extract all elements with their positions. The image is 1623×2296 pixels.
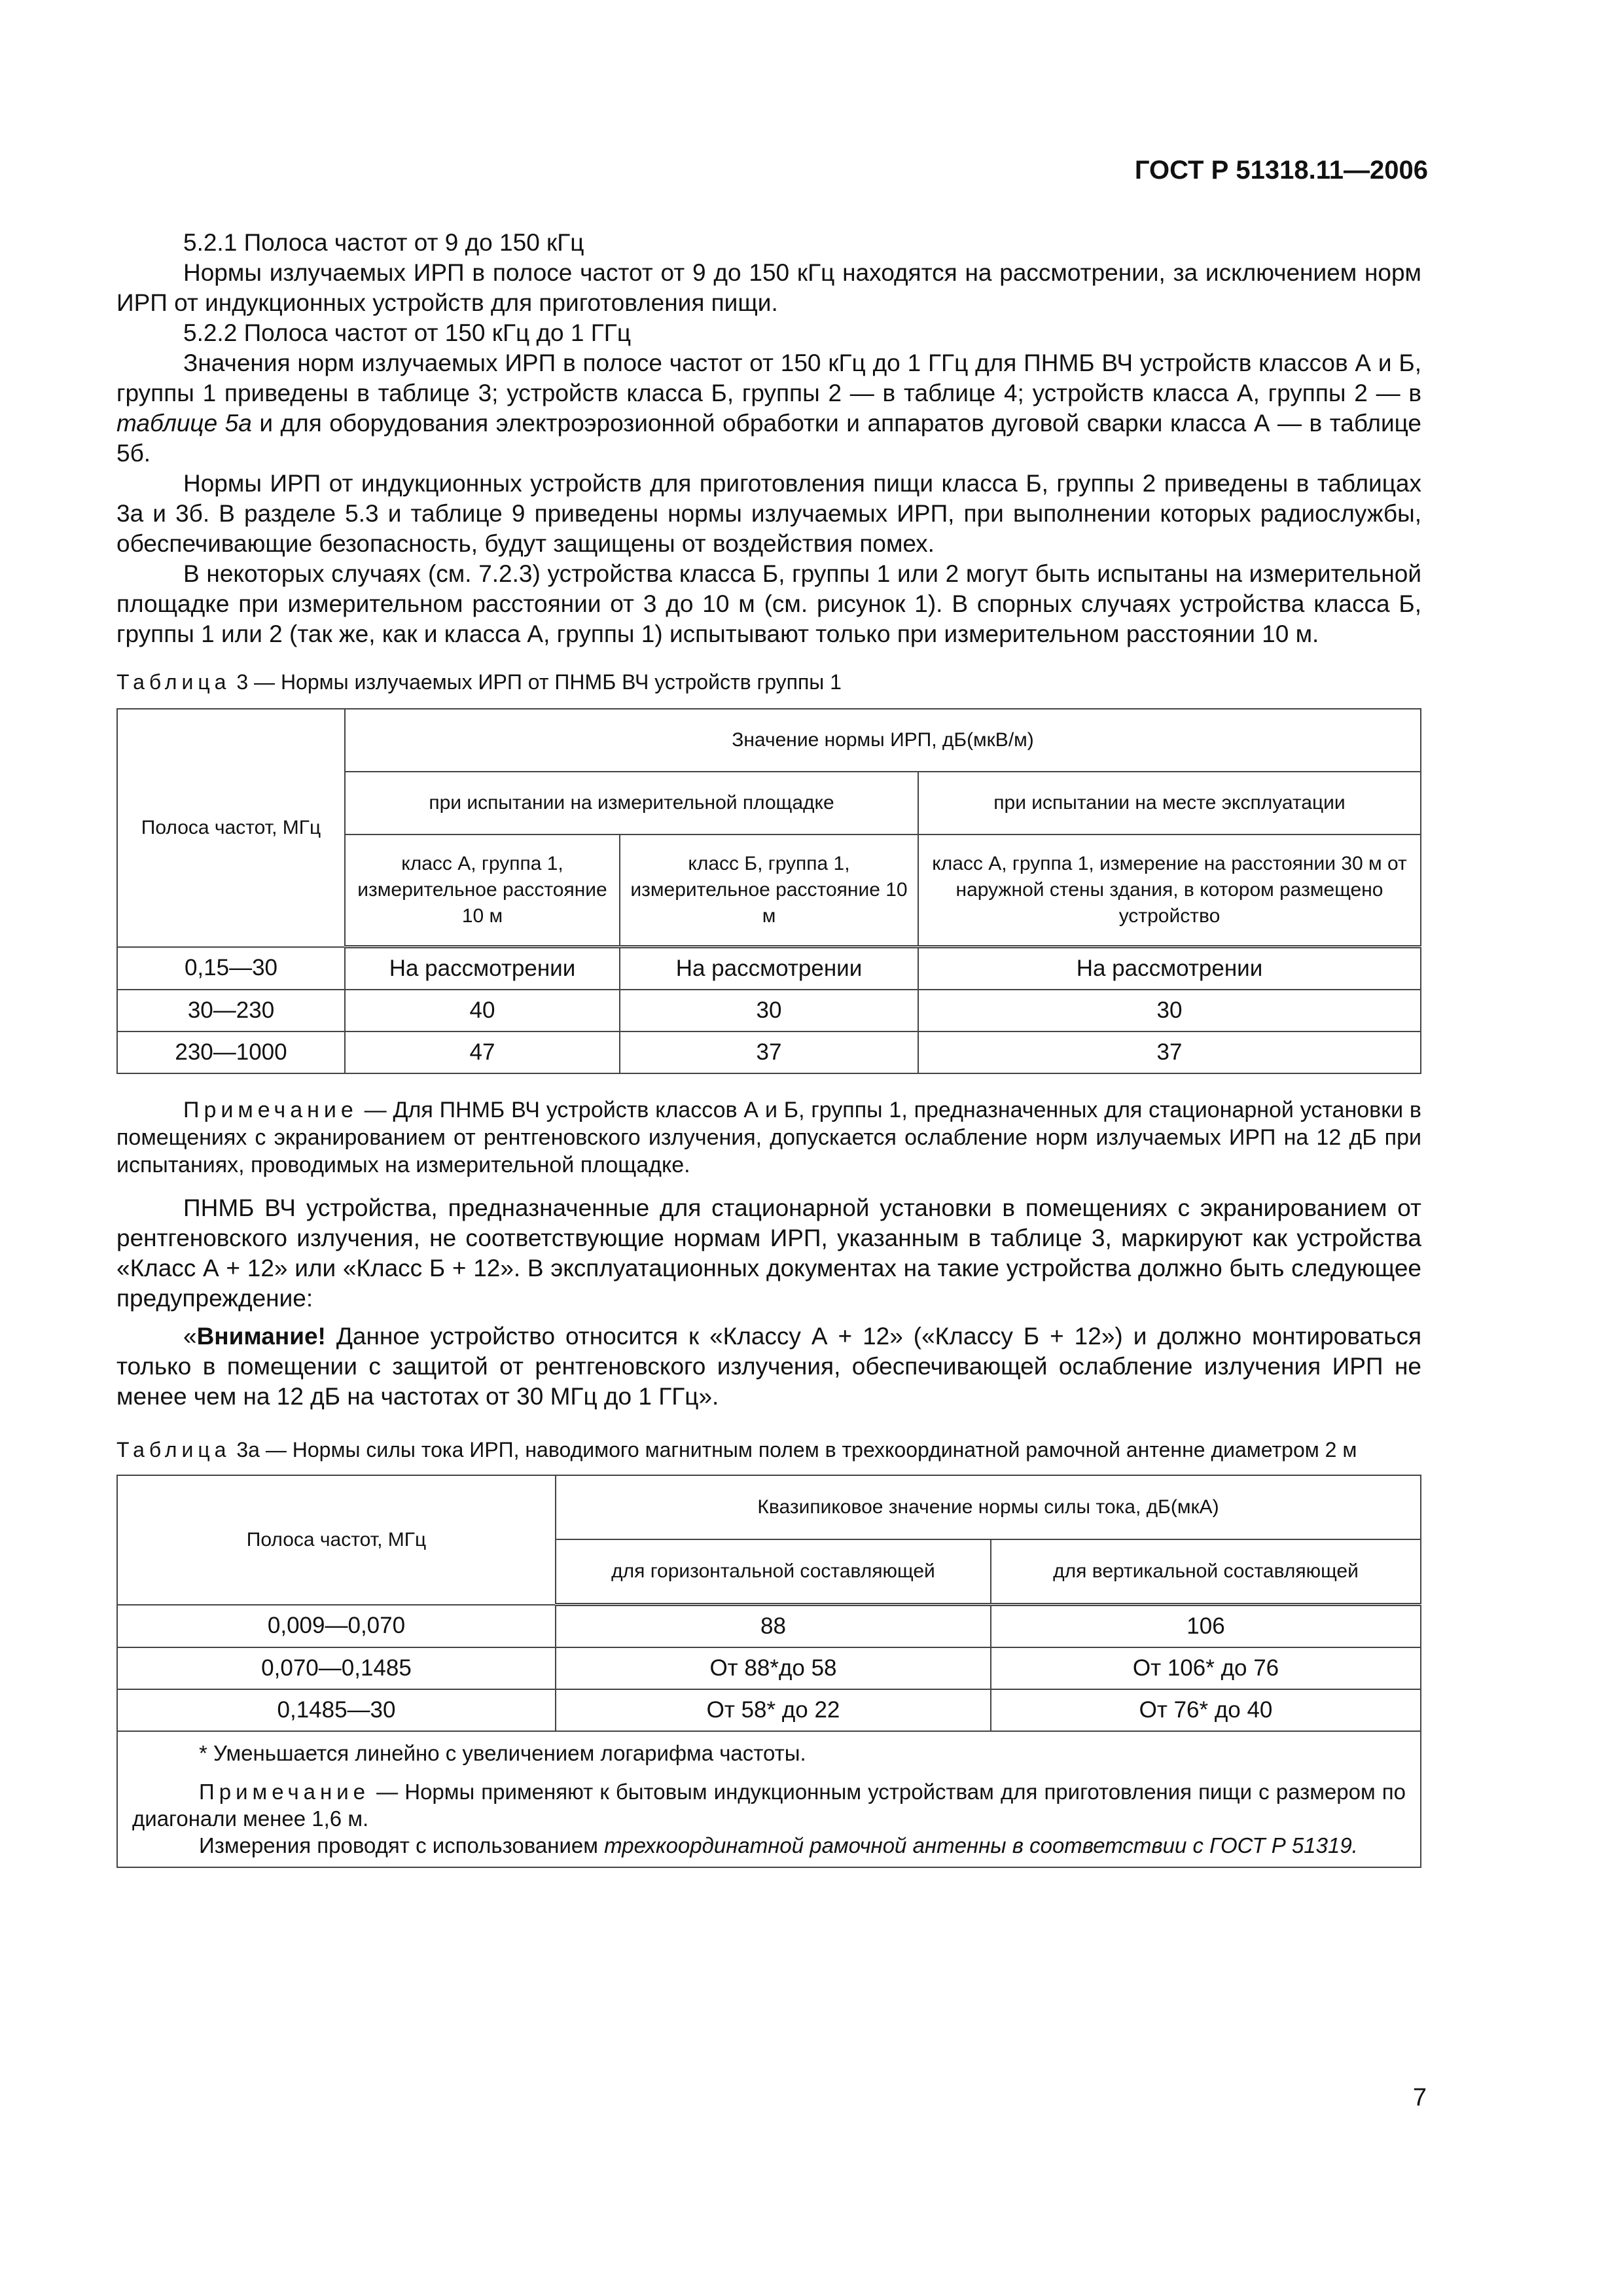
italic-reference: таблице 5а (116, 410, 252, 437)
cell-freq: 230—1000 (117, 1031, 345, 1073)
warning-label: Внимание! (196, 1323, 326, 1350)
paragraph (116, 348, 1421, 469)
text-run: « (183, 1323, 197, 1350)
cell-freq: 0,15—30 (117, 947, 345, 990)
table-3a (116, 1475, 1421, 1868)
table3a-notes (117, 1731, 1421, 1867)
cell-horizontal: От 88*до 58 (556, 1647, 991, 1689)
document-header: ГОСТ Р 51318.11—2006 (1134, 156, 1428, 185)
table-3 (116, 708, 1421, 1074)
table-row (117, 1689, 1421, 1731)
table3a-note (132, 1778, 1406, 1832)
cell-c: На рассмотрении (918, 947, 1421, 990)
table3-caption (116, 669, 1421, 695)
cell-a: 40 (345, 990, 620, 1031)
caption-text: 3 — Нормы излучаемых ИРП от ПНМБ ВЧ устройств группы 1 (230, 670, 842, 694)
table3a-caption (116, 1437, 1421, 1463)
warning-paragraph (116, 1321, 1421, 1412)
page-number: 7 (1412, 2084, 1427, 2111)
cell-a: На рассмотрении (345, 947, 620, 990)
cell-freq: 0,070—0,1485 (117, 1647, 556, 1689)
table-row (117, 1031, 1421, 1073)
header-value: Квазипиковое значение нормы силы тока, дБ(мкА) (556, 1475, 1421, 1539)
header-horizontal: для горизонтальной составляющей (556, 1539, 991, 1605)
text-run: Данное устройство относится к «Классу А + 12» («Классу Б + 12») и должно монтироваться только в помещении с защитой от рентгеновского излучения, обеспечивающей ослабление излучения ИРП не менее чем на 12 дБ на частотах от 30 МГц до 1 ГГц». (116, 1323, 1421, 1410)
caption-label: Таблица (116, 670, 231, 694)
paragraph: Нормы ИРП от индукционных устройств для приготовления пищи класса Б, группы 2 приведены в таблицах 3а и 3б. В разделе 5.3 и таблице 9 приведены нормы излучаемых ИРП, при выполнении которых радиослужбы, обеспечивающие безопасность, будут защищены от воздействия помех. (116, 470, 1421, 557)
table-row (117, 990, 1421, 1031)
section-heading-5-2-2: 5.2.2 Полоса частот от 150 кГц до 1 ГГц (183, 319, 632, 346)
cell-freq: 30—230 (117, 990, 345, 1031)
cell-freq: 0,009—0,070 (117, 1605, 556, 1648)
header-freq: Полоса частот, МГц (117, 709, 345, 947)
cell-horizontal: 88 (556, 1605, 991, 1648)
header-class-b: класс Б, группа 1, измерительное расстояние 10 м (620, 834, 918, 947)
table-row (117, 1647, 1421, 1689)
cell-freq: 0,1485—30 (117, 1689, 556, 1731)
paragraph: В некоторых случаях (см. 7.2.3) устройства класса Б, группы 1 или 2 могут быть испытаны на измерительной площадке при измерительном расстоянии от 3 до 10 м (см. рисунок 1). В спорных случаях устройства класса Б, группы 1 или 2 (так же, как и класса А, группы 1) испытывают только при измерительном расстоянии 10 м. (116, 560, 1421, 647)
cell-a: 47 (345, 1031, 620, 1073)
header-value: Значение нормы ИРП, дБ(мкВ/м) (345, 709, 1421, 772)
note-label: Примечание (183, 1098, 358, 1122)
caption-label: Таблица (116, 1438, 231, 1462)
paragraph: Нормы излучаемых ИРП в полосе частот от 9 до 150 кГц находятся на рассмотрении, за исключением норм ИРП от индукционных устройств для приготовления пищи. (116, 259, 1421, 316)
note-text: — Нормы применяют к бытовым индукционным устройствам для приготовления пищи с размером по диагонали менее 1,6 м. (132, 1780, 1406, 1831)
note-label: Примечание (199, 1780, 370, 1804)
cell-horizontal: От 58* до 22 (556, 1689, 991, 1731)
cell-b: 30 (620, 990, 918, 1031)
table3a-note-2 (132, 1832, 1406, 1859)
cell-b: На рассмотрении (620, 947, 918, 990)
cell-c: 30 (918, 990, 1421, 1031)
header-site: при испытании на измерительной площадке (345, 772, 918, 834)
header-class-a-site: класс А, группа 1, измерение на расстоянии 30 м от наружной стены здания, в котором размещено устройство (918, 834, 1421, 947)
footnote: * Уменьшается линейно с увеличением логарифма частоты. (199, 1741, 806, 1765)
header-class-a: класс А, группа 1, измерительное расстояние 10 м (345, 834, 620, 947)
italic-reference: трехкоординатной рамочной антенны в соответствии с ГОСТ Р 51319. (604, 1833, 1358, 1857)
cell-vertical: От 76* до 40 (991, 1689, 1421, 1731)
header-vertical: для вертикальной составляющей (991, 1539, 1421, 1605)
text-run: Измерения проводят с использованием (199, 1833, 605, 1857)
table-row (117, 1605, 1421, 1648)
text-run: Значения норм излучаемых ИРП в полосе частот от 150 кГц до 1 ГГц для ПНМБ ВЧ устройств классов А и Б, группы 1 приведены в таблице 3; устройств класса Б, группы 2 — в таблице 4; устройств класса А, группы 2 — в (116, 350, 1421, 406)
paragraph: ПНМБ ВЧ устройства, предназначенные для стационарной установки в помещениях с экранированием от рентгеновского излучения, не соответствующие нормам ИРП, указанным в таблице 3, маркируют как устройства «Класс А + 12» или «Класс Б + 12». В эксплуатационных документах на такие устройства должно быть следующее предупреждение: (116, 1194, 1421, 1312)
section-heading-5-2-1: 5.2.1 Полоса частот от 9 до 150 кГц (183, 229, 584, 256)
table3-note (116, 1096, 1421, 1179)
cell-c: 37 (918, 1031, 1421, 1073)
caption-text: 3а — Нормы силы тока ИРП, наводимого магнитным полем в трехкоординатной рамочной антенне диаметром 2 м (230, 1438, 1357, 1462)
text-run: и для оборудования электроэрозионной обработки и аппаратов дуговой сварки класса А — в таблице 5б. (116, 410, 1421, 467)
page-body (116, 228, 1421, 1868)
note-text: — Для ПНМБ ВЧ устройств классов А и Б, группы 1, предназначенных для стационарной установки в помещениях с экранированием от рентгеновского излучения, допускается ослабление норм излучаемых ИРП на 12 дБ при испытаниях, проводимых на измерительной площадке. (116, 1098, 1421, 1177)
table-row (117, 947, 1421, 990)
header-freq: Полоса частот, МГц (117, 1475, 556, 1605)
cell-vertical: 106 (991, 1605, 1421, 1648)
cell-b: 37 (620, 1031, 918, 1073)
header-place: при испытании на месте эксплуатации (918, 772, 1421, 834)
cell-vertical: От 106* до 76 (991, 1647, 1421, 1689)
